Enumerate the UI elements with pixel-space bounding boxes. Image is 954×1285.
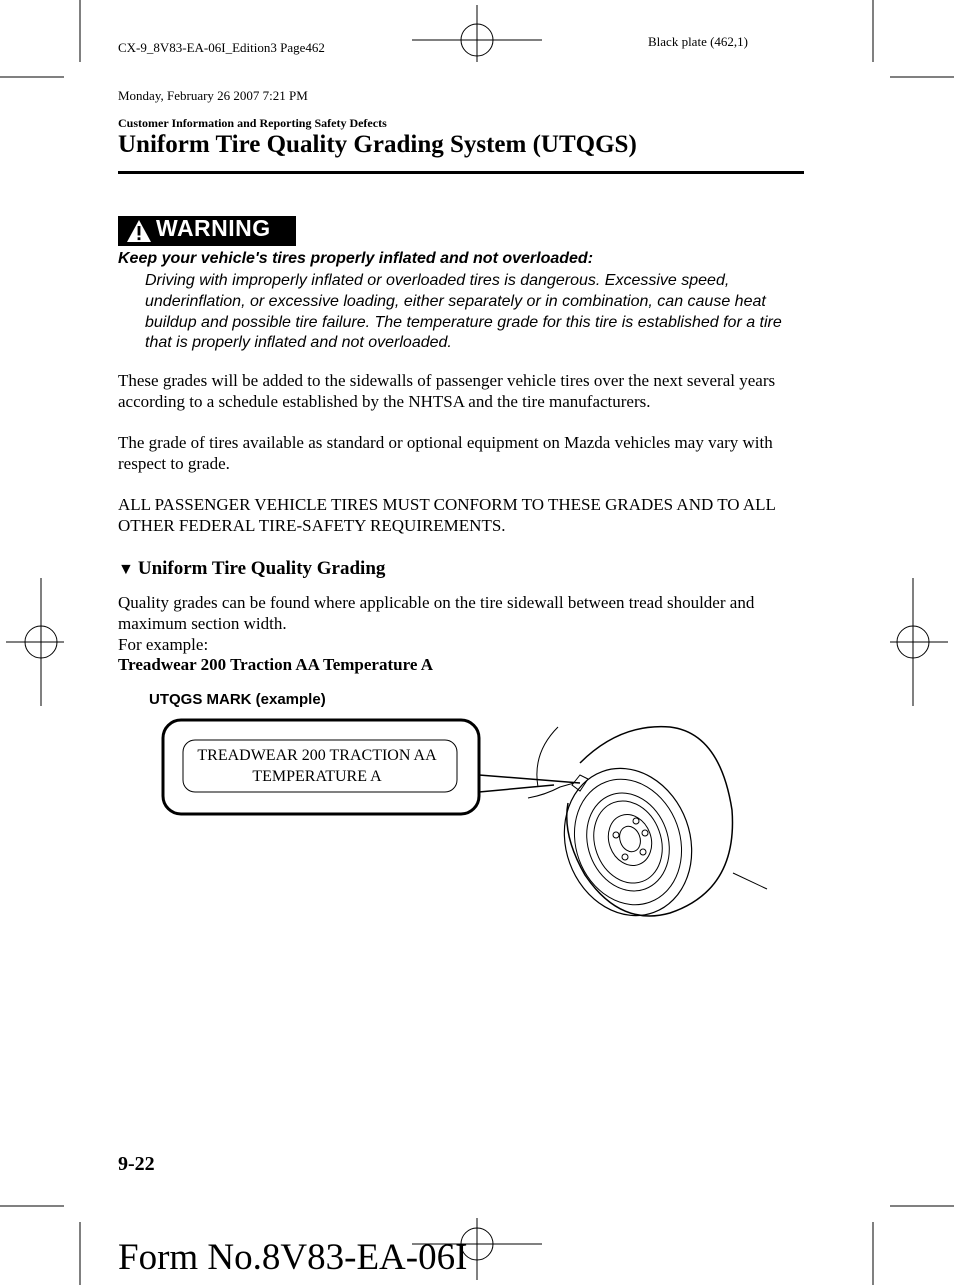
paragraph-grade-availability: The grade of tires available as standard or optional equipment on Mazda vehicles may vary with respect to grade. <box>118 433 773 473</box>
section-header: Customer Information and Reporting Safety Defects <box>118 116 387 130</box>
print-slug-line-1: CX-9_8V83-EA-06I_Edition3 Page462 <box>118 40 325 55</box>
paragraph-for-example: For example: <box>118 635 209 654</box>
warning-triangle-icon <box>126 219 152 243</box>
plate-label: Black plate (462,1) <box>648 34 748 49</box>
utqgs-mark-line-2: TEMPERATURE A <box>252 768 382 785</box>
print-slug <box>118 8 325 120</box>
paragraph-federal-requirements: ALL PASSENGER VEHICLE TIRES MUST CONFORM TO THESE GRADES AND TO ALL OTHER FEDERAL TIRE-SAFETY REQUIREMENTS. <box>118 495 776 535</box>
utqgs-mark-label <box>182 745 452 787</box>
page-title: Uniform Tire Quality Grading System (UTQGS) <box>118 131 637 158</box>
page-number: 9-22 <box>118 1153 155 1175</box>
figure-caption: UTQGS MARK (example) <box>149 691 326 708</box>
warning-label: WARNING <box>156 215 271 241</box>
utqgs-mark-line-1: TREADWEAR 200 TRACTION AA <box>197 747 437 764</box>
warning-heading: Keep your vehicle's tires properly inflated and not overloaded: <box>118 250 594 267</box>
title-rule <box>118 171 804 174</box>
paragraph-quality-grades: Quality grades can be found where applicable on the tire sidewall between tread shoulder and maximum section width. <box>118 593 755 633</box>
form-number: Form No.8V83-EA-06I <box>118 1237 468 1278</box>
subsection-title: Uniform Tire Quality Grading <box>137 558 386 579</box>
paragraph-grades-sidewalls: These grades will be added to the sidewalls of passenger vehicle tires over the next several years according to a schedule established by the NHTSA and the tire manufacturers. <box>118 371 776 411</box>
triangle-down-icon: ▼ <box>118 561 134 578</box>
warning-body: Driving with improperly inflated or overloaded tires is dangerous. Excessive speed, underinflation, or excessive loading, either separately or in combination, can cause heat buildup and possible tire failure. The temperature grade for this tire is established for a tire that is properly inflated and not overloaded. <box>145 272 782 352</box>
print-slug-line-2: Monday, February 26 2007 7:21 PM <box>118 88 308 103</box>
subsection-heading <box>118 558 385 580</box>
paragraph-example-grade: Treadwear 200 Traction AA Temperature A <box>118 655 433 674</box>
